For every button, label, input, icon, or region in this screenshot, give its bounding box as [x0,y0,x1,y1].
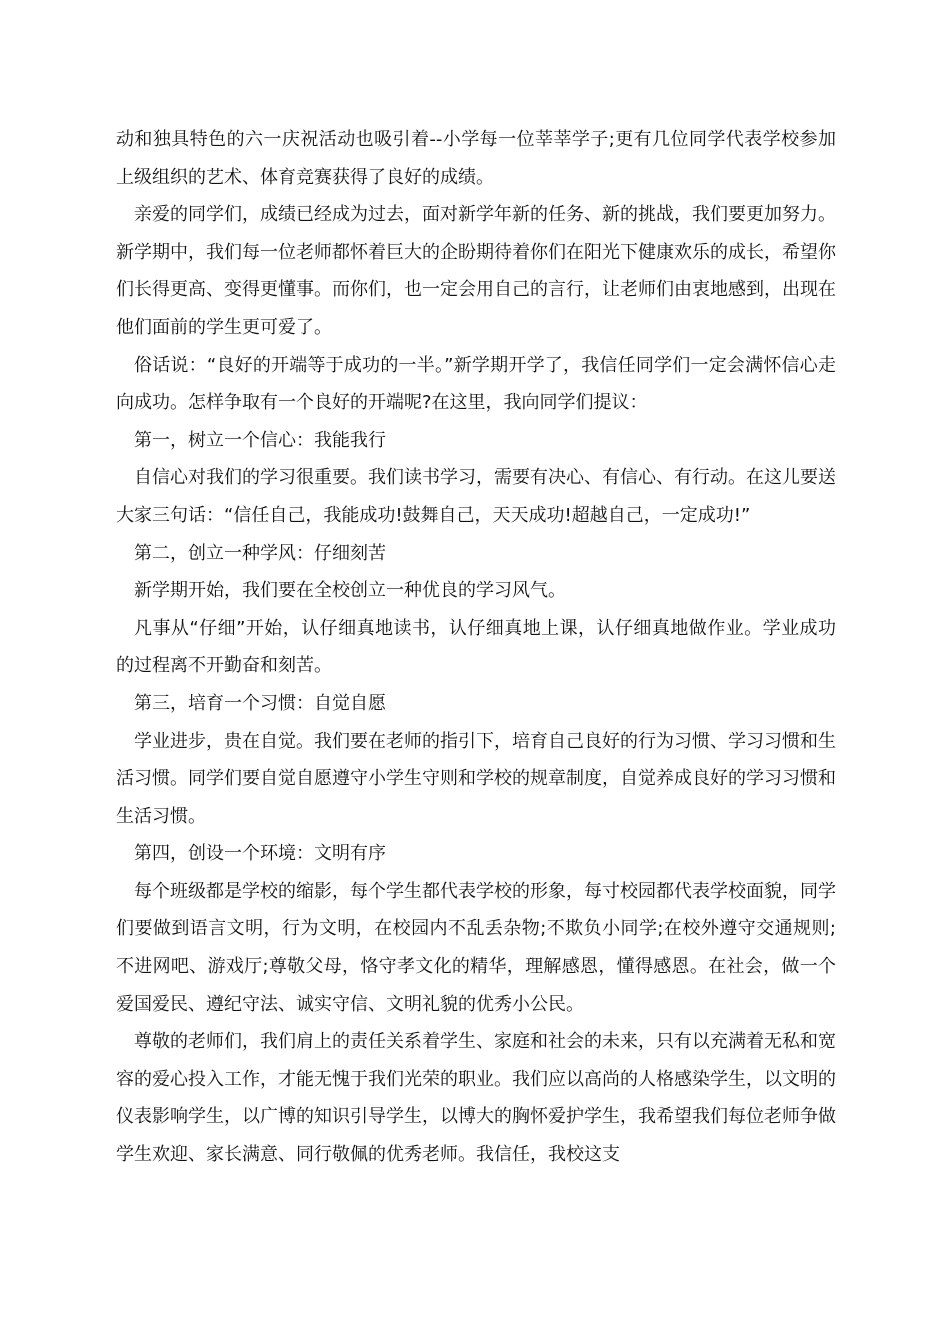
section-heading: 第三，培育一个习惯：自觉自愿 [134,692,386,714]
paragraph: 学业进步，贵在自觉。我们要在老师的指引下，培育自己良好的行为习惯、学习习惯和生活习惯。同学们要自觉自愿遵守小学生守则和学校的规章制度，自觉养成良好的学习习惯和生活习惯。 [116,730,836,827]
section-heading: 第二，创立一种学风：仔细刻苦 [134,542,386,564]
paragraph: 动和独具特色的六一庆祝活动也吸引着--小学每一位莘莘学子;更有几位同学代表学校参加上级组织的艺术、体育竞赛获得了良好的成绩。 [116,129,836,188]
paragraph: 自信心对我们的学习很重要。我们读书学习，需要有决心、有信心、有行动。在这儿要送大家三句话：“信任自己，我能成功!鼓舞自己，天天成功!超越自己，一定成功!” [116,467,836,526]
paragraph: 俗话说：“良好的开端等于成功的一半。”新学期开学了，我信任同学们一定会满怀信心走向成功。怎样争取有一个良好的开端呢?在这里，我向同学们提议： [116,354,836,414]
paragraph: 凡事从“仔细”开始，认仔细真地读书，认仔细真地上课，认仔细真地做作业。学业成功的过程离不开勤奋和刻苦。 [116,617,836,677]
paragraph: 每个班级都是学校的缩影，每个学生都代表学校的形象，每寸校园都代表学校面貌，同学们要做到语言文明，行为文明，在校园内不乱丢杂物;不欺负小同学;在校外遵守交通规则;不进网吧、游戏厅;尊敬父母，恪守孝文化的精华，理解感恩，懂得感恩。在社会，做一个爱国爱民、遵纪守法、诚实守信、文明礼貌的优秀小公民。 [116,880,836,1015]
document-body [116,121,836,1174]
paragraph: 亲爱的同学们，成绩已经成为过去，面对新学年新的任务、新的挑战，我们要更加努力。新学期中，我们每一位老师都怀着巨大的企盼期待着你们在阳光下健康欢乐的成长，希望你们长得更高、变得更懂事。而你们，也一定会用自己的言行，让老师们由衷地感到，出现在他们面前的学生更可爱了。 [116,204,836,338]
section-heading: 第四，创设一个环境：文明有序 [134,843,386,865]
paragraph: 尊敬的老师们，我们肩上的责任关系着学生、家庭和社会的未来，只有以充满着无私和宽容的爱心投入工作，才能无愧于我们光荣的职业。我们应以高尚的人格感染学生，以文明的仪表影响学生，以广博的知识引导学生，以博大的胸怀爱护学生，我希望我们每位老师争做学生欢迎、家长满意、同行敬佩的优秀老师。我信任，我校这支 [116,1031,836,1166]
section-heading: 第一，树立一个信心：我能我行 [134,429,386,451]
paragraph: 新学期开始，我们要在全校创立一种优良的学习风气。 [134,580,566,602]
